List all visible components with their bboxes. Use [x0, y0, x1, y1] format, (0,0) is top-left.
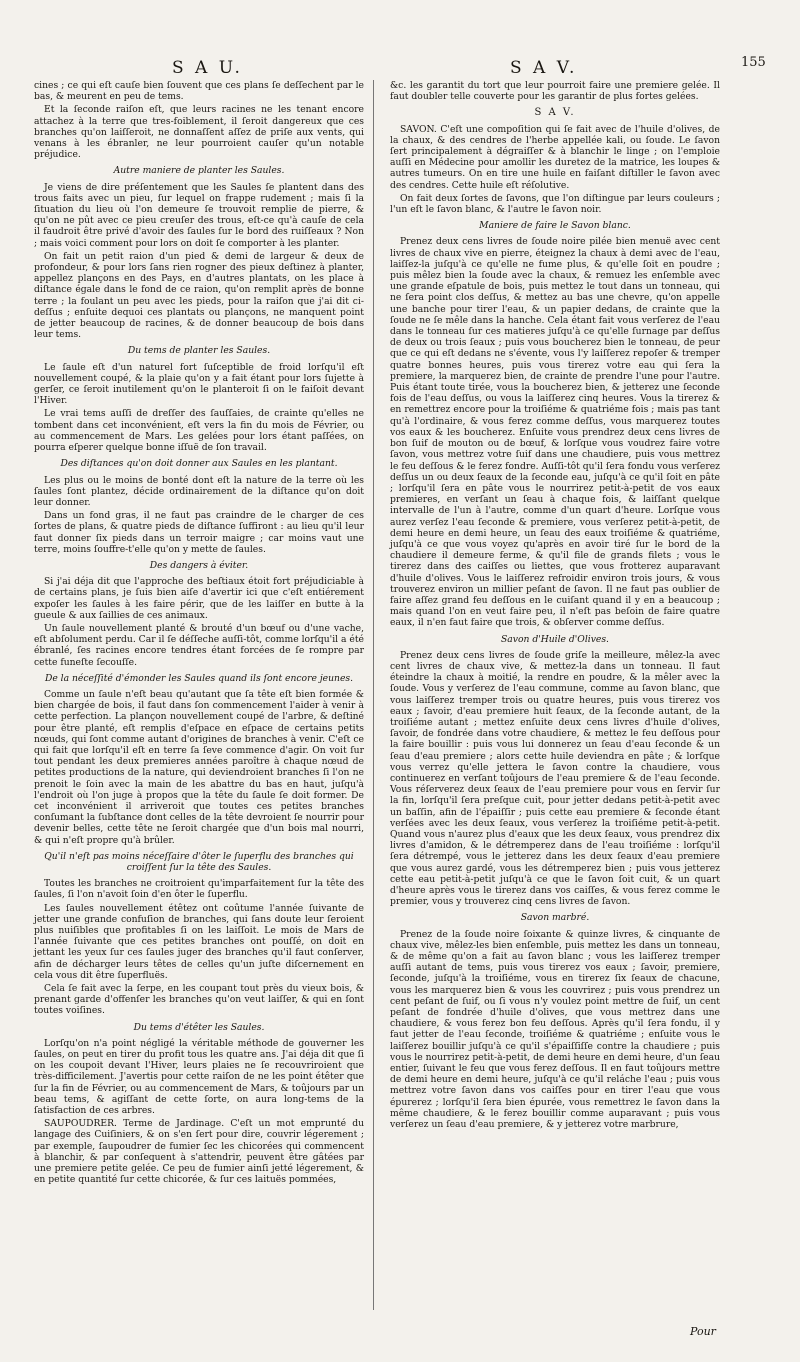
paragraph: SAVON. C'eſt une compoſition qui ſe fait avec de l'huile d'olives, de la chaux, & des cendres de l'herbe appellée kali, ou ſoude. Le ſavon ſert principalement à dégraiſſer & à blanchir le linge ; on l'emploie auſſi en Médecine pour amollir les duretez de la matrice, les loupes & autres tumeurs. On en tire une huile en faiſant diſtiller le ſavon avec des cendres. Cette huile eſt réſolutive. — [390, 123, 720, 191]
section-heading: Des diſtances qu'on doit donner aux Saules en les plantant. — [60, 458, 338, 470]
paragraph: cines ; ce qui eſt cauſe bien ſouvent que ces plans ſe deſſechent par le bas, & meurent en peu de tems. — [34, 80, 364, 103]
section-heading: Du tems d'étêter les Saules. — [133, 1021, 265, 1033]
section-heading: Savon marbré. — [520, 912, 590, 924]
section-heading: Maniere de faire le Savon blanc. — [479, 220, 631, 232]
paragraph: Un ſaule nouvellement planté & brouté d'un bœuf ou d'une vache, eſt abſolument perdu. Car il ſe déſſeche auſſi-tôt, comme lorſqu'il a été ébranlé, ſes racines encore tendres étant forcées de ſe rompre par cette funeſte ſecouſſe. — [34, 622, 364, 668]
running-head-left: S A U. — [172, 58, 243, 78]
paragraph: SAUPOUDRER. Terme de Jardinage. C'eſt un mot emprunté du langage des Cuiſiniers, & on s'en ſert pour dire, couvrir légerement ; par exemple, ſaupoudrer de fumier ſec les chicorées qui commencent à blanchir, & par conſequent à s'attendrir, peuvent être gâtées par une premiere petite gelée. Ce peu de fumier ainſi jetté légerement, & en petite quantité ſur cette chicorée, & ſur ces laituës pommées, — [34, 1118, 364, 1186]
paragraph: Les ſaules nouvellement étêtez ont coûtume l'année ſuivante de jetter une grande confuſion de branches, qui ſans doute leur ſeroient plus nuiſibles que profitables ſi on les laiſſoit. Le mois de Mars de l'année ſuivante que ces petites branches ont pouſſé, on doit en jettant les yeux ſur ces ſaules juger des branches qu'il faut conſerver, afin de décharger leurs têtes de celles qu'un juſte diſcernement en cela vous dit être ſuperfluës. — [34, 902, 364, 981]
paragraph: On fait un petit raion d'un pied & demi de largeur & deux de profondeur, & pour lors ſans rien rogner des pieux deſtinez à planter, appellez plançons en des Pays, en d'autres plantats, on les place à diſtance égale dans le fond de ce raion, qu'on remplit après de bonne terre ; la foulant un peu avec les pieds, pour la raiſon que j'ai dit ci-deſſus ; enſuite dequoi ces plantats ou plançons, ne manquent point de jetter beaucoup de racines, & de donner beaucoup de bois dans leur tems. — [34, 250, 364, 341]
paragraph: Toutes les branches ne croitroient qu'imparfaitement ſur la tête des ſaules, ſi l'on n'avoit ſoin d'en ôter le ſuperflu. — [34, 878, 364, 901]
left-column — [34, 80, 364, 1187]
catchword: Pour — [690, 1325, 716, 1338]
paragraph: Lorſqu'on n'a point négligé la véritable méthode de gouverner les ſaules, on peut en tirer du profit tous les quatre ans. J'ai déja dit que ſi on les coupoit devant l'Hiver, leurs plaies ne ſe recouvriroient que très-difficilement. J'avertis pour cette raiſon de ne les point étêter que ſur la fin de Février, ou au commencement de Mars, & toûjours par un beau tems, & agiſſant de cette ſorte, on aura long-tems de la ſatisfaction de ces arbres. — [34, 1037, 364, 1117]
paragraph: Prenez deux cens livres de ſoude noire pilée bien menuë avec cent livres de chaux vive en pierre, éteignez la chaux à demi avec de l'eau, laiſſez-la juſqu'à ce qu'elle ne fume plus, & qu'elle ſoit en poudre ; puis mêlez bien la ſoude avec la chaux, & remuez les enſemble avec une grande eſpatule de bois, puis mettez le tout dans un tonneau, qui ne ſera point clos deſſus, & mettez au bas une chevre, qu'on appelle une banche pour tirer l'eau, & un papier dedans, de crainte que la ſoude ne ſe mêle dans la hanche. Cela étant fait vous verſerez de l'eau dans le tonneau ſur ces matieres juſqu'à ce qu'elle ſurnage par deſſus de deux ou trois ſeaux ; puis vous boucherez bien le tonneau, de peur que ce qui eſt dedans ne s'évente, vous l'y laiſſerez repoſer & tremper quatre bonnes heures, puis vous tirerez votre eau qui ſera la premiere, la marquerez bien, de crainte de prendre l'une pour l'autre. Puis étant toute tirée, vous la boucherez bien, & jetterez une ſeconde fois de l'eau deſſus, ou vous la laiſſerez cinq heures. Vous la tirerez & en remettrez encore pour la troiſiéme & quatriéme fois ; mais pas tant qu'à l'ordinaire, & vous ferez comme deſſus, vous marquerez toutes vos eaux & les boucherez. Enſuite vous prendrez deux cens livres de bon ſuif de mouton ou de bœuf, & lorſque vous voudrez faire votre ſavon, vous mettrez votre ſuif dans une chaudiere, puis vous mettrez le feu deſſous & le ferez fondre. Auſſi-tôt qu'il ſera fondu vous verſerez deſſus un ou deux ſeaux de la ſeconde eau, juſqu'à ce qu'il ſoit en pâte ; lorſqu'il ſera en pâte vous le nourrirez petit-à-petit de vos eaux premieres, en verſant un ſeau à chaque fois, & laiſſant quelque intervalle de l'un à l'autre, comme d'un quart d'heure. Lorſque vous aurez verſez l'eau ſeconde & premiere, vous verſerez petit-à-petit, de demi heure en demi heure, un ſeau des eaux troiſiéme & quatriéme, juſqu'à ce que vous voyez qu'après en avoir tiré ſur le bord de la chaudiere il demeure ferme, & qu'il file de grands filets ; vous le tirerez dans des caiſſes ou liettes, que vous frotterez auparavant d'huile d'olives. Vous le laiſſerez refroidir environ trois jours, & vous trouverez environ un millier peſant de ſavon. Il ne faut pas oublier de faire aſſez grand feu deſſous en le cuiſant quand il y en a beaucoup ; mais quand l'on en veut faire peu, il n'eſt pas beſoin de faire quatre eaux, il n'en faut faire que trois, & obſerver comme deſſus. — [390, 236, 720, 629]
paragraph: Prenez deux cens livres de ſoude griſe la meilleure, mêlez-la avec cent livres de chaux vive, & mettez-la dans un tonneau. Il faut éteindre la chaux à moitié, la rendre en poudre, & la mêler avec la ſoude. Vous y verſerez de l'eau commune, comme au ſavon blanc, que vous laiſſerez tremper trois ou quatre heures, puis vous tirerez vos eaux ; ſavoir, d'eau premiere huit ſeaux, de la ſeconde autant, de la troiſiéme autant ; mettez enſuite deux cens livres d'huile d'olives, ſavoir, de fondrée dans votre chaudiere, & mettez le feu deſſous pour la faire bouillir : puis vous lui donnerez un ſeau d'eau ſeconde & un ſeau d'eau premiere ; alors cette huile deviendra en pâte ; & lorſque vous verrez qu'elle jettera le ſavon contre la chaudiere, vous continuerez en verſant toûjours de l'eau premiere & de l'eau ſeconde. Vous réſerverez deux ſeaux de l'eau premiere pour vous en ſervir ſur la fin, lorſqu'il ſera preſque cuit, pour jetter dedans petit-à-petit avec un baſſin, afin de l'épaiſſir ; puis cette eau premiere & ſeconde étant verſées avec les deux ſeaux, vous verſerez la troiſiéme petit-à-petit. Quand vous n'aurez plus d'eaux que les deux ſeaux, vous prendrez dix livres d'amidon, & le détremperez dans de l'eau troiſiéme : lorſqu'il ſera détrempé, vous le jetterez dans les deux ſeaux d'eau premiere que vous aurez gardé, vous les détremperez bien ; puis vous jetterez cette eau petit-à-petit juſqu'à ce que le ſavon ſoit cuit, & un quart d'heure après vous le tirerez dans vos caiſſes, & vous ferez comme le premier, vous y trouverez cinq cens livres de ſavon. — [390, 649, 720, 908]
running-head-right: S A V. — [510, 58, 578, 78]
paragraph: Je viens de dire préſentement que les Saules ſe plantent dans des trous faits avec un pieu, ſur lequel on frappe rudement ; mais ſi la ſituation du lieu où l'on demeure ſe trouvoit remplie de pierre, & qu'on ne pût avec ce pieu creuſer des trous, eſt-ce qu'à cauſe de cela il faudroit être privé d'avoir des ſaules ſur le bord des ruiſſeaux ? Non ; mais voici comment pour lors on doit ſe comporter à les planter. — [34, 181, 364, 249]
paragraph: Dans un fond gras, il ne faut pas craindre de le charger de ces ſortes de plans, & quatre pieds de diſtance ſuffiront : au lieu qu'il leur faut donner ſix pieds dans un terroir maigre ; car moins vaut une terre, moins ſouffre-t'elle qu'on y mette de ſaules. — [34, 510, 364, 555]
page-number: 155 — [741, 55, 766, 70]
section-heading: S A V. — [534, 107, 576, 119]
paragraph: Si j'ai déja dit que l'approche des beſtiaux étoit fort préjudiciable à de certains plans, je ſuis bien aiſe d'avertir ici que c'eſt entiérement expoſer les ſaules à les faire périr, que de les laiſſer en butte à la gueule & aux ſaillies de ces animaux. — [34, 576, 364, 621]
paragraph: &c. les garantit du tort que leur pourroit faire une premiere gelée. Il faut doubler telle couverte pour les garantir de plus fortes gelées. — [390, 80, 720, 103]
section-heading: Autre maniere de planter les Saules. — [113, 165, 285, 177]
paragraph: Les plus ou le moins de bonté dont eſt la nature de la terre où les ſaules ſont plantez, décide ordinairement de la diſtance qu'on doit leur donner. — [34, 474, 364, 508]
paragraph: Le vrai tems auſſi de dreſſer des ſauſſaies, de crainte qu'elles ne tombent dans cet inconvénient, eſt vers la fin du mois de Février, ou au commencement de Mars. Les gelées pour lors étant paſſées, on pourra eſperer quelque bonne iſſuë de ſon travail. — [34, 408, 364, 454]
paragraph: Prenez de la ſoude noire ſoixante & quinze livres, & cinquante de chaux vive, mêlez-les bien enſemble, puis mettez les dans un tonneau, & de même qu'on a fait au ſavon blanc ; vous les laiſſerez tremper auſſi autant de tems, puis vous tirerez vos eaux ; ſavoir, premiere, ſeconde, juſqu'à la troiſiéme, vous en tirerez ſix ſeaux de chacune, vous les marquerez bien & vous les couvrirez ; puis vous prendrez un cent peſant de ſuif, ou ſi vous n'y voulez point mettre de ſuif, un cent peſant de fondrée d'huile d'olives, que vous mettrez dans une chaudiere, & vous ferez bon feu deſſous. Après qu'il ſera fondu, il y faut jetter de l'eau ſeconde, troiſiéme & quatriéme ; enſuite vous le laiſſerez bouillir juſqu'à ce qu'il s'épaiſſiſſe contre la chaudiere ; puis vous le nourrirez petit-à-petit, de demi heure en demi heure, d'un ſeau entier, ſuivant le feu que vous ferez deſſous. Il en faut toûjours mettre de demi heure en demi heure, juſqu'à ce qu'il reláche l'eau ; puis vous mettrez votre ſavon dans vos caiſſes pour en tirer l'eau que vous épurerez ; lorſqu'il ſera bien épurée, vous remettrez le ſavon dans la même chaudiere, & le ferez bouillir comme auparavant ; puis vous verſerez un ſeau d'eau premiere, & y jetterez votre marbrure, — [390, 928, 720, 1131]
section-heading: Du tems de planter les Saules. — [127, 345, 271, 357]
paragraph: Le ſaule eſt d'un naturel fort ſuſceptible de froid lorſqu'il eſt nouvellement coupé, & la plaie qu'on y a fait étant pour lors ſujette à gerſer, ce ſeroit inutilement qu'on le planteroit ſi on le faiſoit devant l'Hiver. — [34, 361, 364, 407]
section-heading: Savon d'Huile d'Olives. — [501, 633, 609, 645]
paragraph: Comme un ſaule n'eſt beau qu'autant que ſa tête eſt bien formée & bien chargée de bois, il faut dans ſon commencement l'aider à venir à cette perfection. La plançon nouvellement coupé de l'arbre, & deſtiné pour être planté, eſt remplis d'eſpace en eſpace de certains petits nœuds, qui ſont comme autant d'origines de branches à venir. C'eſt ce qui fait que lorſqu'il eſt en terre ſa ſeve commence d'agir. On voit ſur tout pendant les deux premieres années paroître à chaque nœud de petites productions de la nature, qui deviendroient branches ſi l'on ne prenoit le ſoin avec la main de les abattre du bas en haut, juſqu'à l'endroit où l'on juge à propos que la tête du ſaule ſe doit former. De cet inconvénient il arriveroit que toutes ces petites branches conſumant la ſubſtance dont celles de la tête devroient ſe nourrir pour devenir belles, cette tête ne ſeroit chargée que d'un bois mal nourri, & qui n'eſt propre qu'à brûler. — [34, 688, 364, 846]
column-rule — [373, 80, 374, 1310]
section-heading: Qu'il n'eſt pas moins néceſſaire d'ôter le ſuperflu des branches qui croiſſent ſur la tête des Saules. — [44, 850, 354, 873]
section-heading: Des dangers à éviter. — [149, 559, 249, 571]
section-heading: De la néceſſité d'émonder les Saules quand ils ſont encore jeunes. — [44, 672, 354, 684]
paragraph: On fait deux ſortes de ſavons, que l'on diſtingue par leurs couleurs ; l'un eſt le ſavon blanc, & l'autre le ſavon noir. — [390, 192, 720, 216]
paragraph: Cela ſe fait avec la ſerpe, en les coupant tout près du vieux bois, & prenant garde d'offenſer les branches qu'on veut laiſſer, & qui en ſont toutes voiſines. — [34, 983, 364, 1017]
right-column — [390, 80, 720, 1132]
paragraph: Et la ſeconde raiſon eſt, que leurs racines ne les tenant encore attachez à la terre que tres-foiblement, il ſeroit dangereux que ces branches qu'on laiſſeroit, ne donnaſſent aſſez de priſe aux vents, qui venans à les ébranler, ne leur pourroient cauſer qu'un notable préjudice. — [34, 104, 364, 161]
